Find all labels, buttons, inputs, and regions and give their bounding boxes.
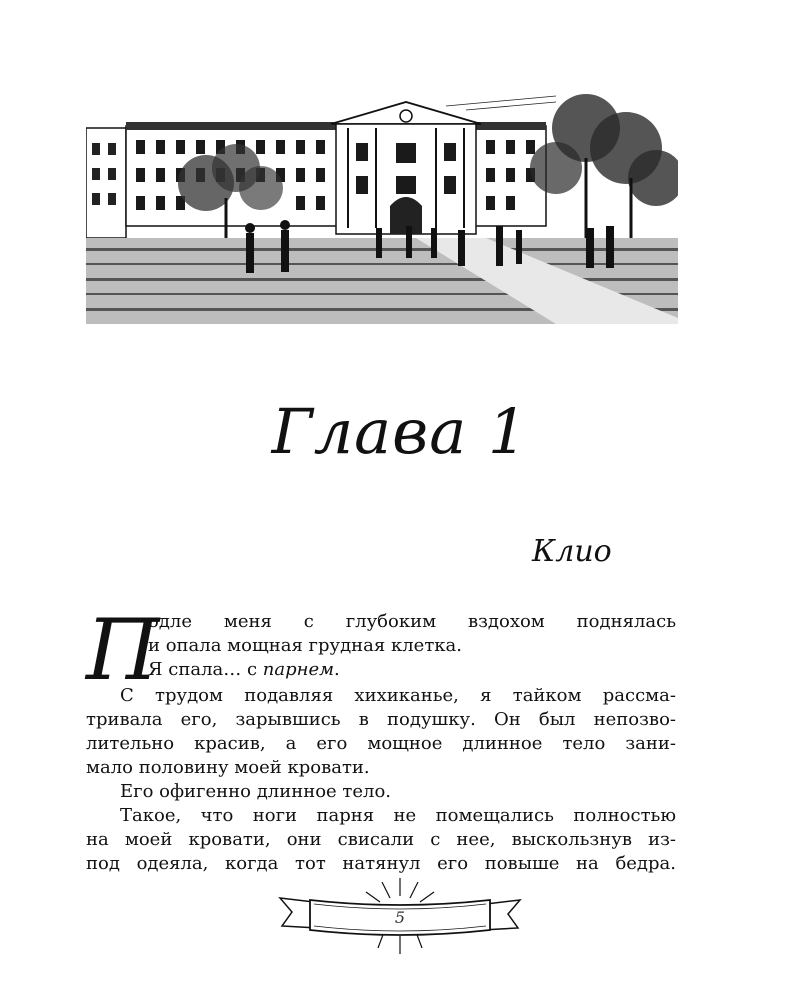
text-line: мало половину моей кровати. [86,757,370,778]
chapter-title: Глава 1 [271,395,529,468]
page-number: 5 [394,908,406,927]
text-line: тривала его, зарывшись в подушку. Он был непозво- [86,709,676,730]
text-fragment: . [334,659,340,680]
text-line: Его офигенно длинное тело. [120,781,392,802]
text-line: одле меня с глубоким вздохом поднялась [148,611,676,632]
page-number-banner [270,870,530,960]
text-line: Такое, что ноги парня не помещались полностью [120,805,676,826]
emphasis: парнем [262,659,335,680]
text-line: и опала мощная грудная клетка. [148,635,462,656]
narrator-name: Клио [532,534,612,569]
chapter-text [86,601,676,876]
text-fragment: Я спала… с [148,659,263,680]
text-line: С трудом подавляя хихиканье, я тайком рассма- [120,685,676,706]
text-line: на моей кровати, они свисали с нее, выскользнув из- [86,829,676,850]
text-line: под одеяла, когда тот натянул его повыше на бедра. [86,853,676,874]
campus-illustration [86,88,678,324]
drop-cap: П [86,601,160,699]
text-line: лительно красив, а его мощное длинное тело зани- [86,733,676,754]
text-line [86,658,676,682]
